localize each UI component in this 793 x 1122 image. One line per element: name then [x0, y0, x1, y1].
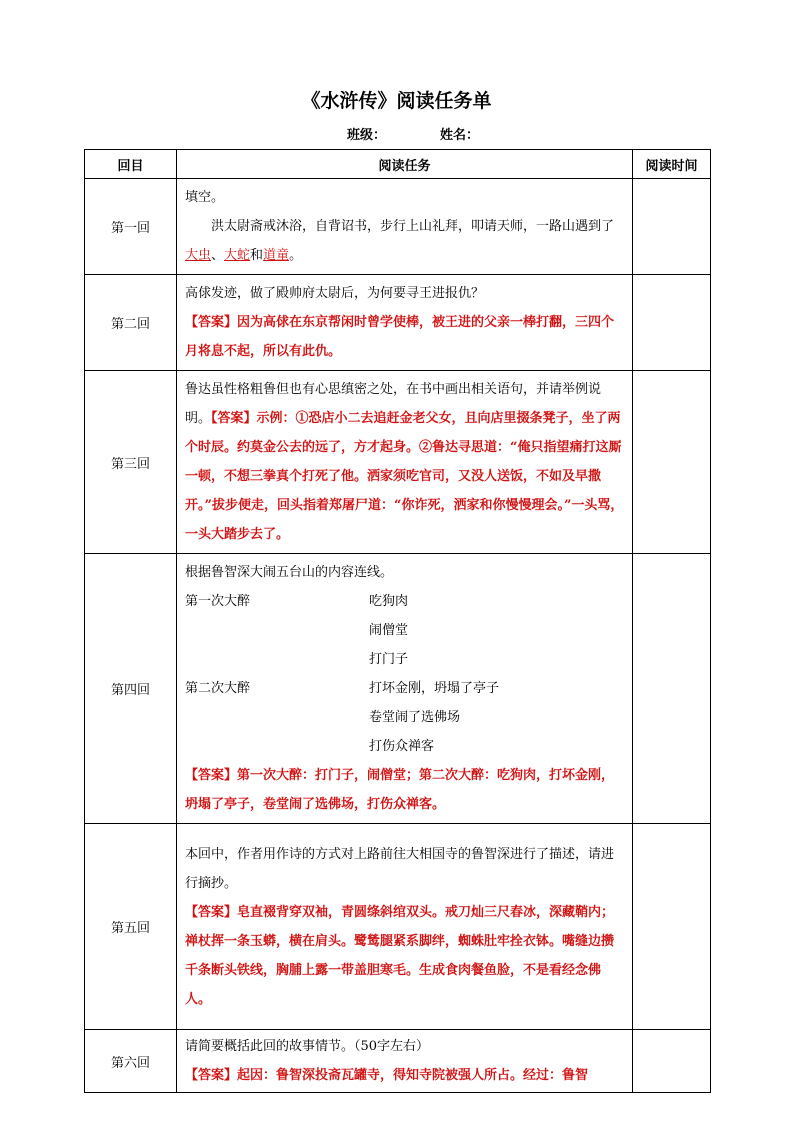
task-cell [177, 275, 633, 371]
episode-cell: 第六回 [85, 1030, 177, 1093]
header-time: 阅读时间 [633, 150, 711, 179]
table-row [85, 371, 711, 554]
table-row [85, 275, 711, 371]
task-answer: 【答案】起因：鲁智深投斋瓦罐寺，得知寺院被强人所占。经过：鲁智 [185, 1068, 589, 1083]
match-row [185, 732, 624, 761]
match-left-item: 第一次大醉 [185, 594, 251, 609]
task-answer: 【答案】第一次大醉：打门子，闹僧堂；第二次大醉：吃狗肉，打坏金刚，坍塌了亭子，卷堂闹了选佛场，打伤众禅客。 [185, 768, 615, 812]
fill-separator: 和 [250, 248, 264, 263]
blank-answer: 大虫 [185, 248, 212, 263]
match-row [185, 703, 624, 732]
task-answer: 【答案】皂直裰背穿双袖，青圆绦斜绾双头。戒刀灿三尺春冰，深藏鞘内；禅杖挥一条玉蟒，横在肩头。鹭鸶腿紧系脚绊，蜘蛛肚牢拴衣钵。嘴缝边攒千条断头铁线，胸脯上露一带盖胆寒毛。生成食肉餐鱼脸，不是看经念佛人。 [185, 904, 615, 1007]
task-cell [177, 824, 633, 1030]
match-right-item: 打伤众禅客 [369, 739, 435, 754]
time-cell[interactable] [633, 1030, 711, 1093]
episode-cell: 第五回 [85, 824, 177, 1030]
task-text [185, 375, 624, 549]
name-label: 姓名： [440, 128, 480, 143]
task-question: 鲁达虽性格粗鲁但也有心思缜密之处，在书中画出相关语句，并请举例说明。 [185, 382, 602, 426]
task-cell [177, 1030, 633, 1093]
table-row [85, 824, 711, 1030]
fill-blank-text [185, 212, 624, 270]
header-episode: 回目 [85, 150, 177, 179]
task-question: 根据鲁智深大闹五台山的内容连线。 [185, 565, 394, 580]
class-label: 班级： [347, 128, 387, 143]
match-right-item: 吃狗肉 [369, 594, 409, 609]
episode-cell: 第二回 [85, 275, 177, 371]
task-question: 本回中，作者用作诗的方式对上路前往大相国寺的鲁智深进行了描述，请进行摘抄。 [185, 846, 615, 891]
match-right-item: 卷堂闹了选佛场 [369, 710, 461, 725]
episode-cell: 第一回 [85, 179, 177, 275]
task-question: 高俅发迹，做了殿帅府太尉后，为何要寻王进报仇？ [185, 286, 485, 301]
table-header-row [85, 150, 711, 179]
header-task: 阅读任务 [177, 150, 633, 179]
match-right-item: 打坏金刚，坍塌了亭子 [369, 681, 500, 696]
blank-answer: 道童 [263, 248, 290, 263]
match-right-item: 打门子 [369, 652, 409, 667]
task-question: 填空。 [185, 190, 225, 205]
blank-answer: 大蛇 [224, 248, 251, 263]
task-answer: 【答案】示例：①恐店小二去追赶金老父女，且向店里掇条凳子，坐了两个时辰。约莫金公去的远了，方才起身。②鲁达寻思道：“俺只指望痛打这厮一顿，不想三拳真个打死了他。洒家须吃官司，又没人送饭，不如及早撒开。”拔步便走，回头指着郑屠尸道：“你诈死，洒家和你慢慢理会。”一头骂，一头大踏步去了。 [185, 411, 624, 542]
page-title: 《水浒传》阅读任务单 [301, 90, 492, 112]
time-cell[interactable] [633, 824, 711, 1030]
match-row [185, 616, 624, 645]
task-cell [177, 371, 633, 554]
match-right-item: 闹僧堂 [369, 623, 409, 638]
episode-cell: 第三回 [85, 371, 177, 554]
task-answer: 【答案】因为高俅在东京帮闲时曾学使棒，被王进的父亲一棒打翻，三四个月将息不起，所以有此仇。 [185, 315, 615, 359]
match-row [185, 587, 624, 616]
fill-end: 。 [289, 248, 303, 263]
fill-separator: 、 [211, 248, 225, 263]
episode-cell: 第四回 [85, 554, 177, 824]
time-cell[interactable] [633, 554, 711, 824]
time-cell[interactable] [633, 275, 711, 371]
time-cell[interactable] [633, 179, 711, 275]
time-cell[interactable] [633, 371, 711, 554]
task-question: 请简要概括此回的故事情节。（50字左右） [185, 1039, 430, 1054]
match-row [185, 645, 624, 674]
table-row [85, 179, 711, 275]
reading-task-table [84, 149, 711, 1093]
task-cell [177, 554, 633, 824]
table-row [85, 554, 711, 824]
task-cell [177, 179, 633, 275]
table-row [85, 1030, 711, 1093]
fill-prefix: 洪太尉斋戒沐浴，自背诏书，步行上山礼拜，叩请天师，一路山遇到了 [211, 219, 615, 234]
match-left-item: 第二次大醉 [185, 681, 251, 696]
match-row [185, 674, 624, 703]
